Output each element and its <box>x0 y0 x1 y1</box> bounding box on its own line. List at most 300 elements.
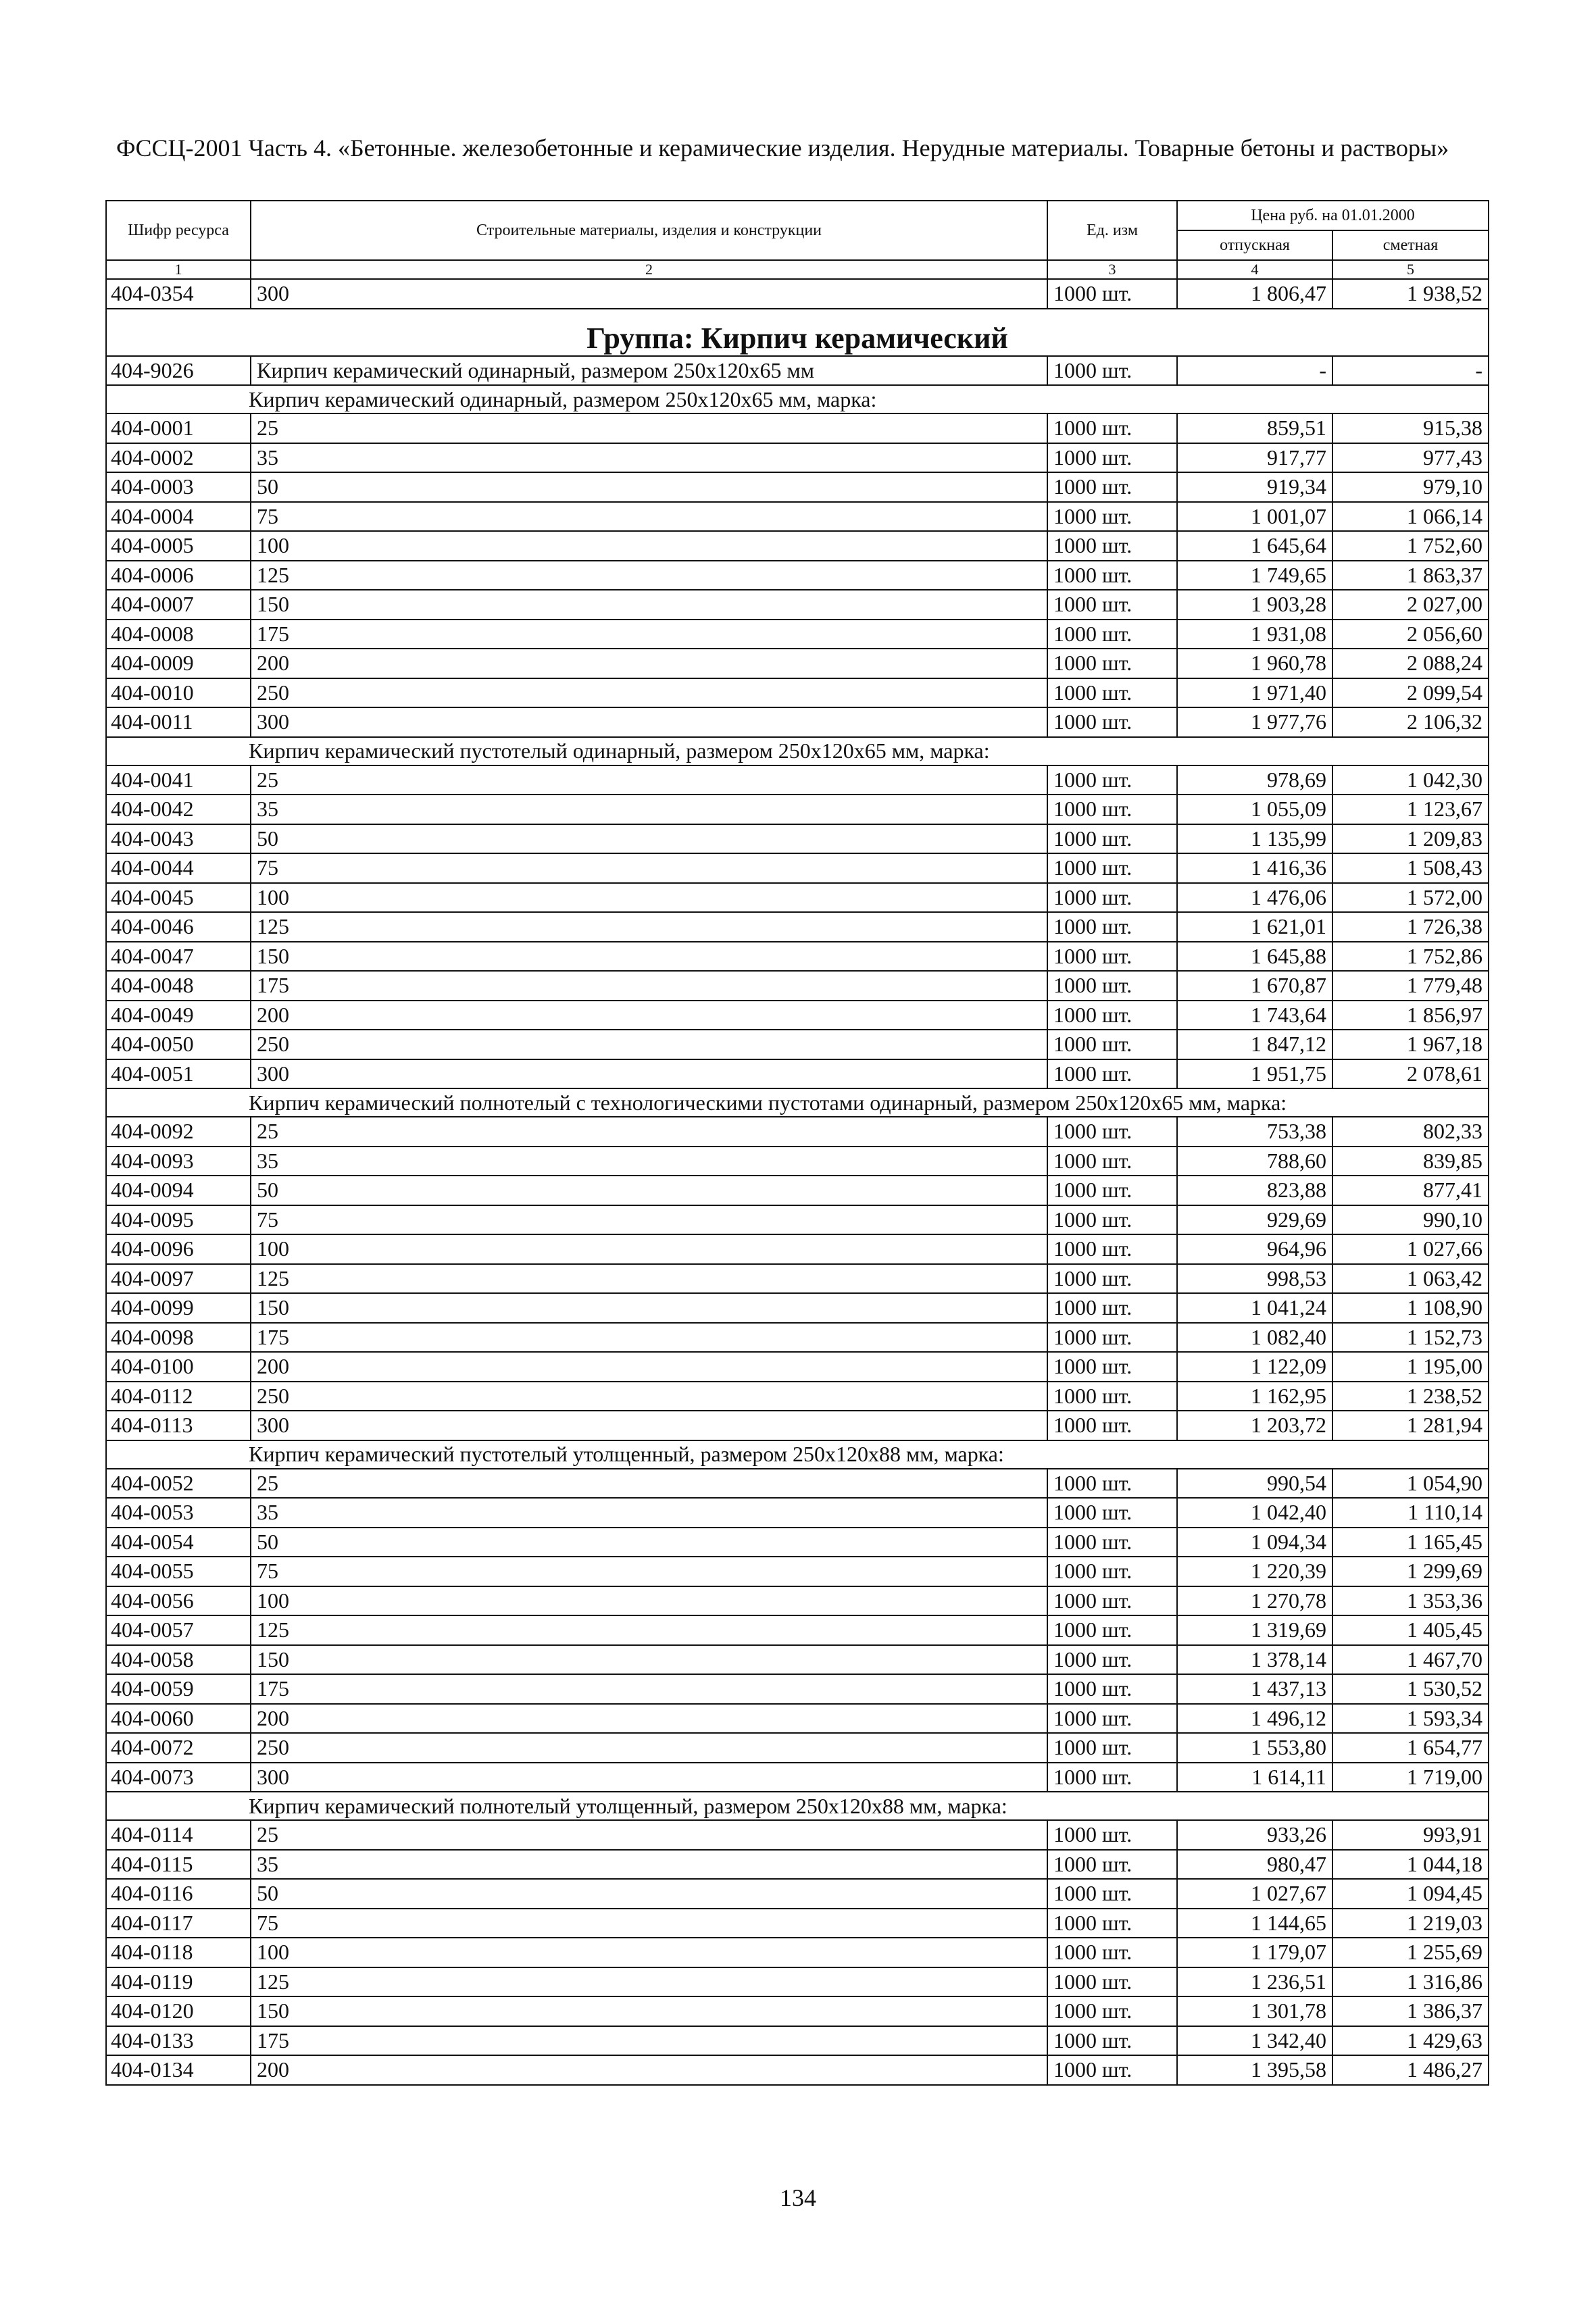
col-header-name: Строительные материалы, изделия и конструкции <box>251 201 1047 260</box>
cell-unit: 1000 шт. <box>1047 824 1177 854</box>
cell-release-price: 1 496,12 <box>1177 1704 1332 1734</box>
section-title: Кирпич керамический пустотелый утолщенный, размером 250x120x88 мм, марка: <box>106 1440 1489 1469</box>
cell-release-price: 1 743,64 <box>1177 1001 1332 1030</box>
cell-code: 404-0049 <box>106 1001 251 1030</box>
cell-name: 100 <box>251 531 1047 561</box>
cell-estimate-price: 1 593,34 <box>1332 1704 1489 1734</box>
cell-estimate-price: 1 152,73 <box>1332 1323 1489 1353</box>
cell-release-price: 1 903,28 <box>1177 590 1332 620</box>
cell-name: Кирпич керамический одинарный, размером 250x120x65 мм <box>251 356 1047 386</box>
cell-code: 404-0009 <box>106 649 251 678</box>
cell-name: 50 <box>251 1176 1047 1205</box>
cell-code: 404-0005 <box>106 531 251 561</box>
cell-release-price: 1 378,14 <box>1177 1645 1332 1675</box>
table-row <box>106 620 1489 649</box>
cell-name: 75 <box>251 502 1047 532</box>
cell-release-price: 1 041,24 <box>1177 1293 1332 1323</box>
table-row <box>106 824 1489 854</box>
cell-unit: 1000 шт. <box>1047 1850 1177 1880</box>
table-row <box>106 472 1489 502</box>
table-row <box>106 356 1489 386</box>
cell-unit: 1000 шт. <box>1047 1615 1177 1645</box>
cell-code: 404-0117 <box>106 1909 251 1938</box>
cell-estimate-price: 1 094,45 <box>1332 1879 1489 1909</box>
cell-release-price: 1 135,99 <box>1177 824 1332 854</box>
cell-code: 404-0114 <box>106 1820 251 1850</box>
cell-estimate-price: 1 027,66 <box>1332 1234 1489 1264</box>
cell-unit: 1000 шт. <box>1047 1879 1177 1909</box>
cell-unit: 1000 шт. <box>1047 912 1177 942</box>
cell-estimate-price: 990,10 <box>1332 1205 1489 1235</box>
cell-release-price: 1 670,87 <box>1177 971 1332 1001</box>
cell-release-price: 929,69 <box>1177 1205 1332 1235</box>
cell-name: 250 <box>251 678 1047 708</box>
cell-unit: 1000 шт. <box>1047 1586 1177 1616</box>
cell-unit: 1000 шт. <box>1047 1498 1177 1528</box>
cell-code: 404-0072 <box>106 1733 251 1763</box>
cell-name: 75 <box>251 1909 1047 1938</box>
cell-estimate-price: 1 863,37 <box>1332 561 1489 590</box>
cell-code: 404-0044 <box>106 853 251 883</box>
table-row <box>106 678 1489 708</box>
cell-release-price: 1 476,06 <box>1177 883 1332 913</box>
table-row <box>106 2055 1489 2085</box>
cell-release-price: 1 977,76 <box>1177 707 1332 737</box>
section-title: Кирпич керамический одинарный, размером 250x120x65 мм, марка: <box>106 385 1489 413</box>
cell-estimate-price: 2 099,54 <box>1332 678 1489 708</box>
table-row <box>106 531 1489 561</box>
table-row <box>106 1996 1489 2026</box>
cell-name: 35 <box>251 795 1047 824</box>
section-title-row <box>106 385 1489 413</box>
cell-code: 404-0052 <box>106 1469 251 1499</box>
table-row <box>106 1469 1489 1499</box>
cell-code: 404-0112 <box>106 1382 251 1411</box>
table-row <box>106 1264 1489 1294</box>
cell-name: 150 <box>251 1645 1047 1675</box>
cell-name: 125 <box>251 1615 1047 1645</box>
cell-unit: 1000 шт. <box>1047 2026 1177 2056</box>
cell-release-price: 1 960,78 <box>1177 649 1332 678</box>
cell-release-price: 788,60 <box>1177 1147 1332 1176</box>
cell-estimate-price: 1 165,45 <box>1332 1528 1489 1557</box>
cell-unit: 1000 шт. <box>1047 472 1177 502</box>
cell-name: 150 <box>251 590 1047 620</box>
table-row <box>106 1147 1489 1176</box>
table-row <box>106 795 1489 824</box>
table-row <box>106 1704 1489 1734</box>
cell-estimate-price: 1 219,03 <box>1332 1909 1489 1938</box>
cell-estimate-price: 1 110,14 <box>1332 1498 1489 1528</box>
cell-release-price: 1 270,78 <box>1177 1586 1332 1616</box>
cell-code: 404-0116 <box>106 1879 251 1909</box>
cell-release-price: 1 971,40 <box>1177 678 1332 708</box>
cell-unit: 1000 шт. <box>1047 561 1177 590</box>
table-row <box>106 1528 1489 1557</box>
cell-release-price: 1 645,88 <box>1177 942 1332 972</box>
cell-estimate-price: 1 044,18 <box>1332 1850 1489 1880</box>
cell-estimate-price: 1 123,67 <box>1332 795 1489 824</box>
cell-name: 200 <box>251 1001 1047 1030</box>
table-row <box>106 942 1489 972</box>
table-row <box>106 649 1489 678</box>
cell-code: 404-0010 <box>106 678 251 708</box>
group-title: Группа: Кирпич керамический <box>106 309 1489 356</box>
cell-estimate-price: 1 209,83 <box>1332 824 1489 854</box>
cell-code: 404-0011 <box>106 707 251 737</box>
cell-release-price: 1 342,40 <box>1177 2026 1332 2056</box>
cell-name: 250 <box>251 1030 1047 1059</box>
cell-name: 175 <box>251 620 1047 649</box>
cell-estimate-price: 1 054,90 <box>1332 1469 1489 1499</box>
cell-estimate-price: 1 299,69 <box>1332 1557 1489 1586</box>
cell-release-price: 1 094,34 <box>1177 1528 1332 1557</box>
cell-estimate-price: 1 353,36 <box>1332 1586 1489 1616</box>
cell-code: 404-0054 <box>106 1528 251 1557</box>
table-row <box>106 1967 1489 1997</box>
price-table <box>105 200 1489 2086</box>
cell-name: 100 <box>251 1234 1047 1264</box>
cell-unit: 1000 шт. <box>1047 853 1177 883</box>
cell-estimate-price: 877,41 <box>1332 1176 1489 1205</box>
cell-unit: 1000 шт. <box>1047 356 1177 386</box>
cell-estimate-price: 1 281,94 <box>1332 1411 1489 1440</box>
cell-unit: 1000 шт. <box>1047 1001 1177 1030</box>
cell-unit: 1000 шт. <box>1047 649 1177 678</box>
table-row <box>106 1323 1489 1353</box>
cell-unit: 1000 шт. <box>1047 1967 1177 1997</box>
cell-code: 404-0059 <box>106 1674 251 1704</box>
cell-unit: 1000 шт. <box>1047 678 1177 708</box>
table-row <box>106 1733 1489 1763</box>
cell-unit: 1000 шт. <box>1047 1323 1177 1353</box>
cell-estimate-price: 1 195,00 <box>1332 1352 1489 1382</box>
cell-code: 404-0096 <box>106 1234 251 1264</box>
cell-code: 404-0046 <box>106 912 251 942</box>
cell-release-price: 1 301,78 <box>1177 1996 1332 2026</box>
cell-release-price: 823,88 <box>1177 1176 1332 1205</box>
table-row <box>106 1850 1489 1880</box>
cell-name: 300 <box>251 707 1047 737</box>
table-body <box>106 201 1489 2085</box>
cell-release-price: 1 082,40 <box>1177 1323 1332 1353</box>
cell-name: 150 <box>251 1996 1047 2026</box>
cell-estimate-price: 1 066,14 <box>1332 502 1489 532</box>
cell-unit: 1000 шт. <box>1047 279 1177 309</box>
column-number-row <box>106 260 1489 279</box>
table-row <box>106 1615 1489 1645</box>
cell-estimate-price: 979,10 <box>1332 472 1489 502</box>
cell-estimate-price: 1 572,00 <box>1332 883 1489 913</box>
cell-code: 404-0057 <box>106 1615 251 1645</box>
cell-unit: 1000 шт. <box>1047 1382 1177 1411</box>
cell-unit: 1000 шт. <box>1047 1996 1177 2026</box>
cell-unit: 1000 шт. <box>1047 1352 1177 1382</box>
cell-unit: 1000 шт. <box>1047 531 1177 561</box>
table-row <box>106 1820 1489 1850</box>
cell-name: 150 <box>251 942 1047 972</box>
cell-unit: 1000 шт. <box>1047 1059 1177 1089</box>
cell-estimate-price: 1 486,27 <box>1332 2055 1489 2085</box>
cell-release-price: 917,77 <box>1177 443 1332 473</box>
cell-release-price: 1 220,39 <box>1177 1557 1332 1586</box>
table-row <box>106 1645 1489 1675</box>
cell-release-price: 1 395,58 <box>1177 2055 1332 2085</box>
cell-unit: 1000 шт. <box>1047 443 1177 473</box>
cell-code: 404-0051 <box>106 1059 251 1089</box>
cell-code: 404-0048 <box>106 971 251 1001</box>
cell-code: 404-0113 <box>106 1411 251 1440</box>
cell-name: 35 <box>251 443 1047 473</box>
table-row <box>106 502 1489 532</box>
table-row <box>106 1030 1489 1059</box>
cell-unit: 1000 шт. <box>1047 942 1177 972</box>
cell-code: 404-0008 <box>106 620 251 649</box>
table-row <box>106 443 1489 473</box>
cell-estimate-price: 977,43 <box>1332 443 1489 473</box>
cell-code: 404-0100 <box>106 1352 251 1382</box>
cell-release-price: 1 319,69 <box>1177 1615 1332 1645</box>
cell-name: 150 <box>251 1293 1047 1323</box>
cell-name: 125 <box>251 1967 1047 1997</box>
cell-estimate-price: 1 316,86 <box>1332 1967 1489 1997</box>
cell-unit: 1000 шт. <box>1047 1469 1177 1499</box>
cell-name: 50 <box>251 1528 1047 1557</box>
cell-estimate-price: 1 938,52 <box>1332 279 1489 309</box>
cell-release-price: 859,51 <box>1177 413 1332 443</box>
column-number: 3 <box>1047 260 1177 279</box>
table-row <box>106 2026 1489 2056</box>
cell-code: 404-0134 <box>106 2055 251 2085</box>
table-row <box>106 883 1489 913</box>
cell-release-price: 1 614,11 <box>1177 1763 1332 1792</box>
cell-unit: 1000 шт. <box>1047 1147 1177 1176</box>
cell-code: 404-0001 <box>106 413 251 443</box>
cell-code: 404-0118 <box>106 1938 251 1967</box>
cell-code: 404-0092 <box>106 1117 251 1147</box>
section-title-row <box>106 737 1489 765</box>
cell-release-price: 1 621,01 <box>1177 912 1332 942</box>
cell-unit: 1000 шт. <box>1047 1909 1177 1938</box>
cell-estimate-price: 839,85 <box>1332 1147 1489 1176</box>
cell-unit: 1000 шт. <box>1047 1733 1177 1763</box>
cell-code: 404-0119 <box>106 1967 251 1997</box>
cell-code: 404-0098 <box>106 1323 251 1353</box>
cell-release-price: 964,96 <box>1177 1234 1332 1264</box>
cell-unit: 1000 шт. <box>1047 620 1177 649</box>
cell-name: 25 <box>251 413 1047 443</box>
cell-estimate-price: 1 508,43 <box>1332 853 1489 883</box>
document-title: ФССЦ-2001 Часть 4. «Бетонные. железобетонные и керамические изделия. Нерудные материалы. Товарные бетоны и растворы» <box>116 134 1449 161</box>
cell-release-price: 1 203,72 <box>1177 1411 1332 1440</box>
cell-code: 404-0045 <box>106 883 251 913</box>
cell-name: 175 <box>251 1674 1047 1704</box>
cell-unit: 1000 шт. <box>1047 1117 1177 1147</box>
cell-estimate-price: 2 088,24 <box>1332 649 1489 678</box>
cell-code: 404-0007 <box>106 590 251 620</box>
cell-code: 404-0095 <box>106 1205 251 1235</box>
cell-code: 404-0115 <box>106 1850 251 1880</box>
cell-estimate-price: 1 752,86 <box>1332 942 1489 972</box>
table-row <box>106 1879 1489 1909</box>
cell-name: 125 <box>251 1264 1047 1294</box>
col-header-release: отпускная <box>1177 230 1332 260</box>
cell-release-price: 1 236,51 <box>1177 1967 1332 1997</box>
cell-name: 175 <box>251 1323 1047 1353</box>
col-header-unit: Ед. изм <box>1047 201 1177 260</box>
cell-estimate-price: 2 106,32 <box>1332 707 1489 737</box>
cell-name: 175 <box>251 971 1047 1001</box>
cell-release-price: 998,53 <box>1177 1264 1332 1294</box>
cell-code: 404-0093 <box>106 1147 251 1176</box>
cell-estimate-price: 2 027,00 <box>1332 590 1489 620</box>
cell-name: 200 <box>251 1352 1047 1382</box>
cell-code: 404-0055 <box>106 1557 251 1586</box>
column-number: 4 <box>1177 260 1332 279</box>
cell-name: 50 <box>251 1879 1047 1909</box>
cell-unit: 1000 шт. <box>1047 1264 1177 1294</box>
cell-name: 50 <box>251 472 1047 502</box>
col-header-code: Шифр ресурса <box>106 201 251 260</box>
section-title: Кирпич керамический полнотелый утолщенный, размером 250x120x88 мм, марка: <box>106 1792 1489 1820</box>
section-title: Кирпич керамический полнотелый с технологическими пустотами одинарный, размером 250x120x65 мм, марка: <box>106 1088 1489 1117</box>
cell-estimate-price: 802,33 <box>1332 1117 1489 1147</box>
cell-name: 300 <box>251 1059 1047 1089</box>
section-title-row <box>106 1440 1489 1469</box>
cell-unit: 1000 шт. <box>1047 1528 1177 1557</box>
table-row <box>106 1938 1489 1967</box>
cell-estimate-price: 1 726,38 <box>1332 912 1489 942</box>
cell-name: 125 <box>251 561 1047 590</box>
cell-estimate-price: 1 779,48 <box>1332 971 1489 1001</box>
cell-unit: 1000 шт. <box>1047 1674 1177 1704</box>
cell-name: 200 <box>251 2055 1047 2085</box>
header-row <box>106 201 1489 230</box>
cell-code: 404-0120 <box>106 1996 251 2026</box>
cell-name: 25 <box>251 765 1047 795</box>
cell-name: 200 <box>251 649 1047 678</box>
cell-release-price: 1 806,47 <box>1177 279 1332 309</box>
cell-code: 404-0041 <box>106 765 251 795</box>
cell-estimate-price: 1 255,69 <box>1332 1938 1489 1967</box>
cell-name: 35 <box>251 1147 1047 1176</box>
cell-release-price: 1 162,95 <box>1177 1382 1332 1411</box>
cell-code: 404-0099 <box>106 1293 251 1323</box>
table-row <box>106 765 1489 795</box>
cell-release-price: 1 179,07 <box>1177 1938 1332 1967</box>
cell-release-price: 1 931,08 <box>1177 620 1332 649</box>
cell-name: 75 <box>251 853 1047 883</box>
cell-name: 125 <box>251 912 1047 942</box>
section-title-row <box>106 1088 1489 1117</box>
cell-name: 100 <box>251 1938 1047 1967</box>
cell-name: 200 <box>251 1704 1047 1734</box>
cell-code: 404-0047 <box>106 942 251 972</box>
table-row <box>106 1586 1489 1616</box>
cell-code: 404-0094 <box>106 1176 251 1205</box>
cell-estimate-price: 993,91 <box>1332 1820 1489 1850</box>
table-row <box>106 1001 1489 1030</box>
cell-estimate-price: 1 719,00 <box>1332 1763 1489 1792</box>
cell-estimate-price: 1 967,18 <box>1332 1030 1489 1059</box>
cell-unit: 1000 шт. <box>1047 502 1177 532</box>
cell-unit: 1000 шт. <box>1047 1763 1177 1792</box>
table-row <box>106 1674 1489 1704</box>
table-row <box>106 1117 1489 1147</box>
cell-unit: 1000 шт. <box>1047 1820 1177 1850</box>
cell-estimate-price: 1 042,30 <box>1332 765 1489 795</box>
cell-unit: 1000 шт. <box>1047 2055 1177 2085</box>
cell-unit: 1000 шт. <box>1047 1411 1177 1440</box>
cell-code: 404-0354 <box>106 279 251 309</box>
cell-code: 404-0042 <box>106 795 251 824</box>
table-row <box>106 1909 1489 1938</box>
cell-unit: 1000 шт. <box>1047 1557 1177 1586</box>
cell-code: 404-0043 <box>106 824 251 854</box>
cell-estimate-price: 1 108,90 <box>1332 1293 1489 1323</box>
cell-release-price: 1 416,36 <box>1177 853 1332 883</box>
cell-unit: 1000 шт. <box>1047 413 1177 443</box>
table-row <box>106 1293 1489 1323</box>
cell-name: 25 <box>251 1820 1047 1850</box>
cell-unit: 1000 шт. <box>1047 1645 1177 1675</box>
table-row <box>106 1557 1489 1586</box>
cell-release-price: 919,34 <box>1177 472 1332 502</box>
table-row <box>106 1205 1489 1235</box>
cell-name: 50 <box>251 824 1047 854</box>
group-title-row <box>106 309 1489 356</box>
cell-release-price: 1 001,07 <box>1177 502 1332 532</box>
col-header-estimate: сметная <box>1332 230 1489 260</box>
cell-release-price: 990,54 <box>1177 1469 1332 1499</box>
cell-name: 75 <box>251 1557 1047 1586</box>
cell-name: 175 <box>251 2026 1047 2056</box>
table-row <box>106 279 1489 309</box>
cell-release-price: 1 749,65 <box>1177 561 1332 590</box>
cell-unit: 1000 шт. <box>1047 1234 1177 1264</box>
cell-code: 404-0003 <box>106 472 251 502</box>
cell-name: 25 <box>251 1117 1047 1147</box>
cell-code: 404-0060 <box>106 1704 251 1734</box>
table-row <box>106 1059 1489 1089</box>
cell-estimate-price: 2 056,60 <box>1332 620 1489 649</box>
cell-name: 300 <box>251 1763 1047 1792</box>
cell-estimate-price: 2 078,61 <box>1332 1059 1489 1089</box>
section-title-row <box>106 1792 1489 1820</box>
cell-name: 35 <box>251 1498 1047 1528</box>
cell-name: 250 <box>251 1382 1047 1411</box>
cell-release-price: 980,47 <box>1177 1850 1332 1880</box>
cell-estimate-price: 1 405,45 <box>1332 1615 1489 1645</box>
cell-release-price: 1 645,64 <box>1177 531 1332 561</box>
cell-unit: 1000 шт. <box>1047 1704 1177 1734</box>
cell-release-price: 1 055,09 <box>1177 795 1332 824</box>
cell-estimate-price: 1 063,42 <box>1332 1264 1489 1294</box>
page-number: 134 <box>780 2184 816 2211</box>
cell-code: 404-0053 <box>106 1498 251 1528</box>
cell-code: 404-0058 <box>106 1645 251 1675</box>
table-row <box>106 1176 1489 1205</box>
cell-release-price: 978,69 <box>1177 765 1332 795</box>
cell-unit: 1000 шт. <box>1047 1938 1177 1967</box>
cell-name: 100 <box>251 1586 1047 1616</box>
table-row <box>106 1498 1489 1528</box>
cell-code: 404-0056 <box>106 1586 251 1616</box>
cell-code: 404-0097 <box>106 1264 251 1294</box>
cell-release-price: 1 122,09 <box>1177 1352 1332 1382</box>
cell-unit: 1000 шт. <box>1047 1176 1177 1205</box>
cell-name: 250 <box>251 1733 1047 1763</box>
